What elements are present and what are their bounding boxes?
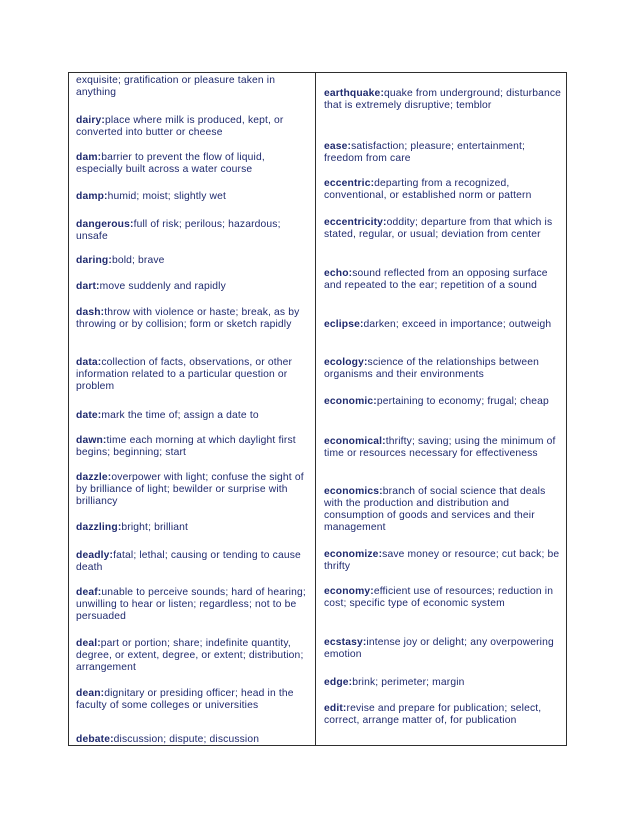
- vocab-definition: time each morning at which daylight first begins; beginning; start: [76, 435, 296, 459]
- vocab-term: date:: [76, 410, 102, 421]
- vocab-definition: pertaining to economy; frugal; cheap: [376, 396, 549, 407]
- vocab-entry: [76, 255, 312, 267]
- vocab-term: economic:: [324, 396, 377, 407]
- vocab-term: echo:: [324, 268, 353, 279]
- vocab-term: damp:: [76, 191, 108, 202]
- vocab-term: dam:: [76, 152, 102, 163]
- vocab-entry: [76, 472, 312, 508]
- vocab-term: dash:: [76, 307, 105, 318]
- vocab-definition: science of the relationships between organisms and their environments: [324, 357, 539, 381]
- vocab-definition: save money or resource; cut back; be thrifty: [324, 549, 560, 573]
- vocab-definition: mark the time of; assign a date to: [101, 410, 259, 421]
- vocab-entry: [324, 319, 562, 331]
- vocab-entry: [76, 587, 312, 623]
- vocab-entry: [76, 357, 312, 393]
- vocab-term: eclipse:: [324, 319, 364, 330]
- vocab-definition: thrifty; saving; using the minimum of time or resources necessary for effectiveness: [324, 436, 556, 460]
- vocab-term: deaf:: [76, 587, 102, 598]
- vocab-definition: branch of social science that deals with the production and distribution and consumption of goods and services and their management: [324, 486, 546, 534]
- vocab-definition: humid; moist; slightly wet: [107, 191, 226, 202]
- vocab-term: economical:: [324, 436, 386, 447]
- vocab-entry: [324, 703, 562, 727]
- vocab-entry: [324, 486, 562, 534]
- vocab-entry: [76, 219, 312, 243]
- vocab-definition: throw with violence or haste; break, as by throwing or by collision; form or sketch rapidly: [76, 307, 300, 331]
- vocab-definition: quake from underground; disturbance that is extremely disruptive; temblor: [324, 88, 562, 112]
- vocab-definition: fatal; lethal; causing or tending to cause death: [76, 550, 301, 574]
- vocab-term: edge:: [324, 677, 353, 688]
- vocab-entry: [76, 75, 312, 99]
- vocab-definition: intense joy or delight; any overpowering emotion: [324, 637, 554, 661]
- vocab-entry: [76, 307, 312, 331]
- vocab-entry: [76, 522, 312, 534]
- vocab-entry: [76, 638, 312, 674]
- vocab-entry: [324, 141, 562, 165]
- vocab-term: dart:: [76, 281, 100, 292]
- vocab-definition: brink; perimeter; margin: [352, 677, 465, 688]
- vocab-definition: revise and prepare for publication; select, correct, arrange matter of, for publication: [324, 703, 542, 727]
- vocab-term: eccentricity:: [324, 217, 387, 228]
- vocab-entry: [324, 217, 562, 241]
- vocab-entry: [324, 677, 562, 689]
- vocab-term: ease:: [324, 141, 352, 152]
- vocab-entry: [76, 688, 312, 712]
- vocab-definition: discussion; dispute; discussion: [113, 734, 260, 745]
- vocab-term: dairy:: [76, 115, 105, 126]
- vocab-term: economy:: [324, 586, 374, 597]
- vocab-definition: sound reflected from an opposing surface and repeated to the ear; repetition of a sound: [324, 268, 548, 292]
- vocab-definition: exquisite; gratification or pleasure taken in anything: [76, 75, 276, 99]
- vocab-term: eccentric:: [324, 178, 375, 189]
- vocab-entry: [76, 115, 312, 139]
- vocab-term: dazzling:: [76, 522, 122, 533]
- vocab-entry: [76, 410, 312, 422]
- vocab-definition: barrier to prevent the flow of liquid, especially built across a water course: [76, 152, 265, 176]
- vocab-entry: [324, 549, 562, 573]
- vocab-term: ecology:: [324, 357, 368, 368]
- vocab-definition: departing from a recognized, conventional, or established norm or pattern: [324, 178, 532, 202]
- vocab-entry: [324, 357, 562, 381]
- vocab-definition: efficient use of resources; reduction in cost; specific type of economic system: [324, 586, 554, 610]
- vocab-term: earthquake:: [324, 88, 385, 99]
- vocab-definition: satisfaction; pleasure; entertainment; freedom from care: [324, 141, 526, 165]
- vocab-entry: [324, 268, 562, 292]
- vocab-definition: bold; brave: [111, 255, 165, 266]
- vocab-definition: darken; exceed in importance; outweigh: [363, 319, 552, 330]
- vocab-definition: part or portion; share; indefinite quantity, degree, or extent, degree, or extent; distribution; arrangement: [76, 638, 304, 674]
- vocab-definition: oddity; departure from that which is stated, regular, or usual; deviation from center: [324, 217, 553, 241]
- vocab-definition: full of risk; perilous; hazardous; unsafe: [76, 219, 281, 243]
- vocab-term: deadly:: [76, 550, 114, 561]
- vocab-entry: [76, 734, 312, 746]
- vocab-definition: place where milk is produced, kept, or converted into butter or cheese: [76, 115, 284, 139]
- vocab-definition: unable to perceive sounds; hard of hearing; unwilling to hear or listen; regardless; not to be persuaded: [76, 587, 306, 623]
- vocab-entry: [324, 586, 562, 610]
- vocab-definition: move suddenly and rapidly: [99, 281, 226, 292]
- vocab-entry: [324, 178, 562, 202]
- vocab-term: dazzle:: [76, 472, 112, 483]
- vocab-term: data:: [76, 357, 102, 368]
- vocab-term: ecstasy:: [324, 637, 367, 648]
- vocab-definition: overpower with light; confuse the sight of by brilliance of light; bewilder or surprise with brilliancy: [76, 472, 304, 508]
- vocab-term: daring:: [76, 255, 112, 266]
- vocab-entry: [76, 281, 312, 293]
- vocab-term: deal:: [76, 638, 101, 649]
- vocab-entry: [324, 396, 562, 408]
- vocab-entry: [76, 152, 312, 176]
- column-divider: [315, 72, 316, 746]
- vocab-definition: bright; brilliant: [121, 522, 189, 533]
- vocab-definition: dignitary or presiding officer; head in the faculty of some colleges or universities: [76, 688, 294, 712]
- vocab-entry: [76, 435, 312, 459]
- vocab-term: dangerous:: [76, 219, 134, 230]
- vocab-entry: [324, 436, 562, 460]
- vocab-term: economics:: [324, 486, 383, 497]
- vocab-term: dawn:: [76, 435, 107, 446]
- vocab-entry: [324, 88, 562, 112]
- vocab-term: economize:: [324, 549, 383, 560]
- vocab-term: edit:: [324, 703, 347, 714]
- vocab-term: dean:: [76, 688, 105, 699]
- vocab-entry: [324, 637, 562, 661]
- vocab-entry: [76, 191, 312, 203]
- vocab-definition: collection of facts, observations, or other information related to a particular question or problem: [76, 357, 293, 393]
- vocab-entry: [76, 550, 312, 574]
- vocab-term: debate:: [76, 734, 114, 745]
